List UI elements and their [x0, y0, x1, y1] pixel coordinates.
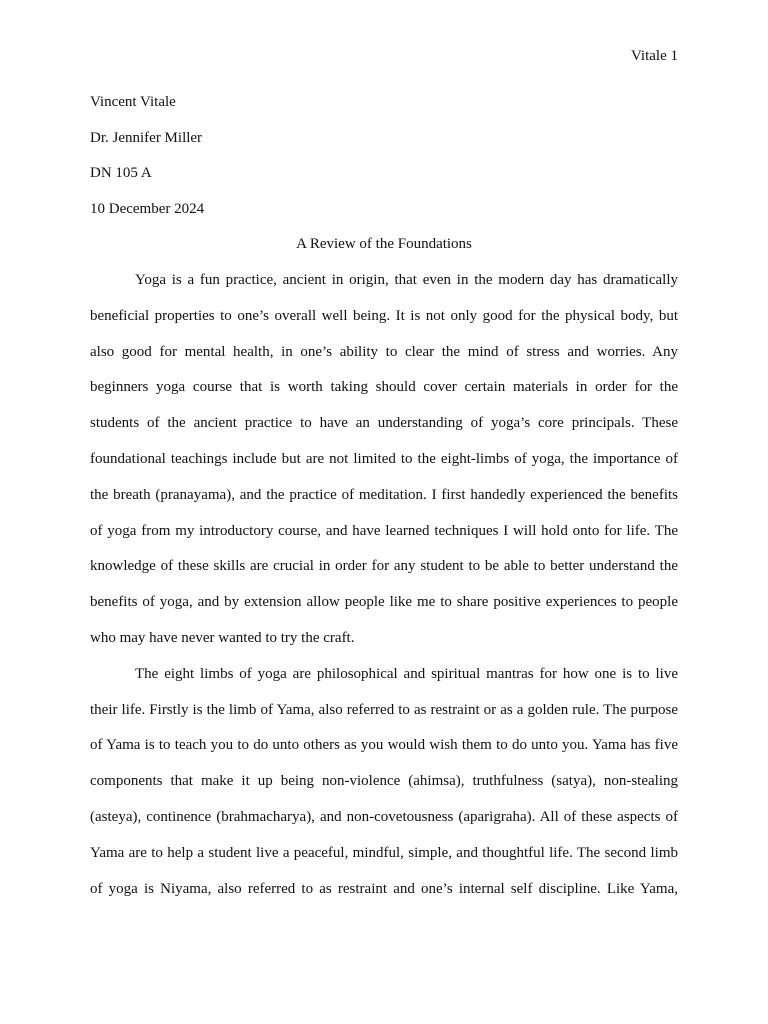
course-code: DN 105 A — [90, 165, 152, 181]
mla-heading — [90, 92, 678, 234]
paragraph-2-line: components that make it up being non-violence (ahimsa), truthfulness (satya), non-stealing — [90, 773, 678, 790]
paragraph-1-line: who may have never wanted to try the craft. — [90, 629, 355, 646]
paragraph-2-line: (asteya), continence (brahmacharya), and non-covetousness (aparigraha). All of these aspects of — [90, 808, 678, 825]
paragraph-1-line: also good for mental health, in one’s ability to clear the mind of stress and worries. Any — [90, 343, 678, 360]
paragraph-2-line: Yama are to help a student live a peaceful, mindful, simple, and thoughtful life. The second limb — [90, 844, 678, 861]
body-text — [90, 270, 678, 914]
paragraph-1-line: students of the ancient practice to have an understanding of yoga’s core principals. These — [90, 415, 678, 432]
paragraph-1-line: knowledge of these skills are crucial in order for any student to be able to better understand the — [90, 558, 678, 575]
paragraph-2-line: of yoga is Niyama, also referred to as restraint and one’s internal self discipline. Like Yama, — [90, 880, 678, 897]
paragraph-2-line: The eight limbs of yoga are philosophical and spiritual mantras for how one is to live — [135, 665, 678, 682]
paragraph-1-line: beneficial properties to one’s overall well being. It is not only good for the physical body, but — [90, 307, 678, 324]
author-name: Vincent Vitale — [90, 94, 176, 110]
instructor-name: Dr. Jennifer Miller — [90, 129, 203, 146]
paragraph-1-line: the breath (pranayama), and the practice of meditation. I first handedly experienced the benefits — [90, 486, 678, 503]
paragraph-2-line: their life. Firstly is the limb of Yama, also referred to as restraint or as a golden rule. The purpose — [90, 701, 678, 718]
page-header: Vitale 1 — [631, 48, 678, 64]
paragraph-1-line: foundational teachings include but are not limited to the eight-limbs of yoga, the importance of — [90, 450, 678, 467]
paragraph-2-line: of Yama is to teach you to do unto others as you would wish them to do unto you. Yama has five — [90, 737, 678, 754]
date: 10 December 2024 — [90, 200, 205, 217]
paragraph-1-line: Yoga is a fun practice, ancient in origin, that even in the modern day has dramatically — [135, 272, 678, 288]
paragraph-1-line: benefits of yoga, and by extension allow people like me to share positive experiences to people — [90, 594, 678, 611]
document-title: A Review of the Foundations — [296, 236, 472, 252]
paragraph-1-line: of yoga from my introductory course, and have learned techniques I will hold onto for life. The — [90, 522, 678, 539]
paragraph-1-line: beginners yoga course that is worth taking should cover certain materials in order for the — [90, 379, 678, 396]
